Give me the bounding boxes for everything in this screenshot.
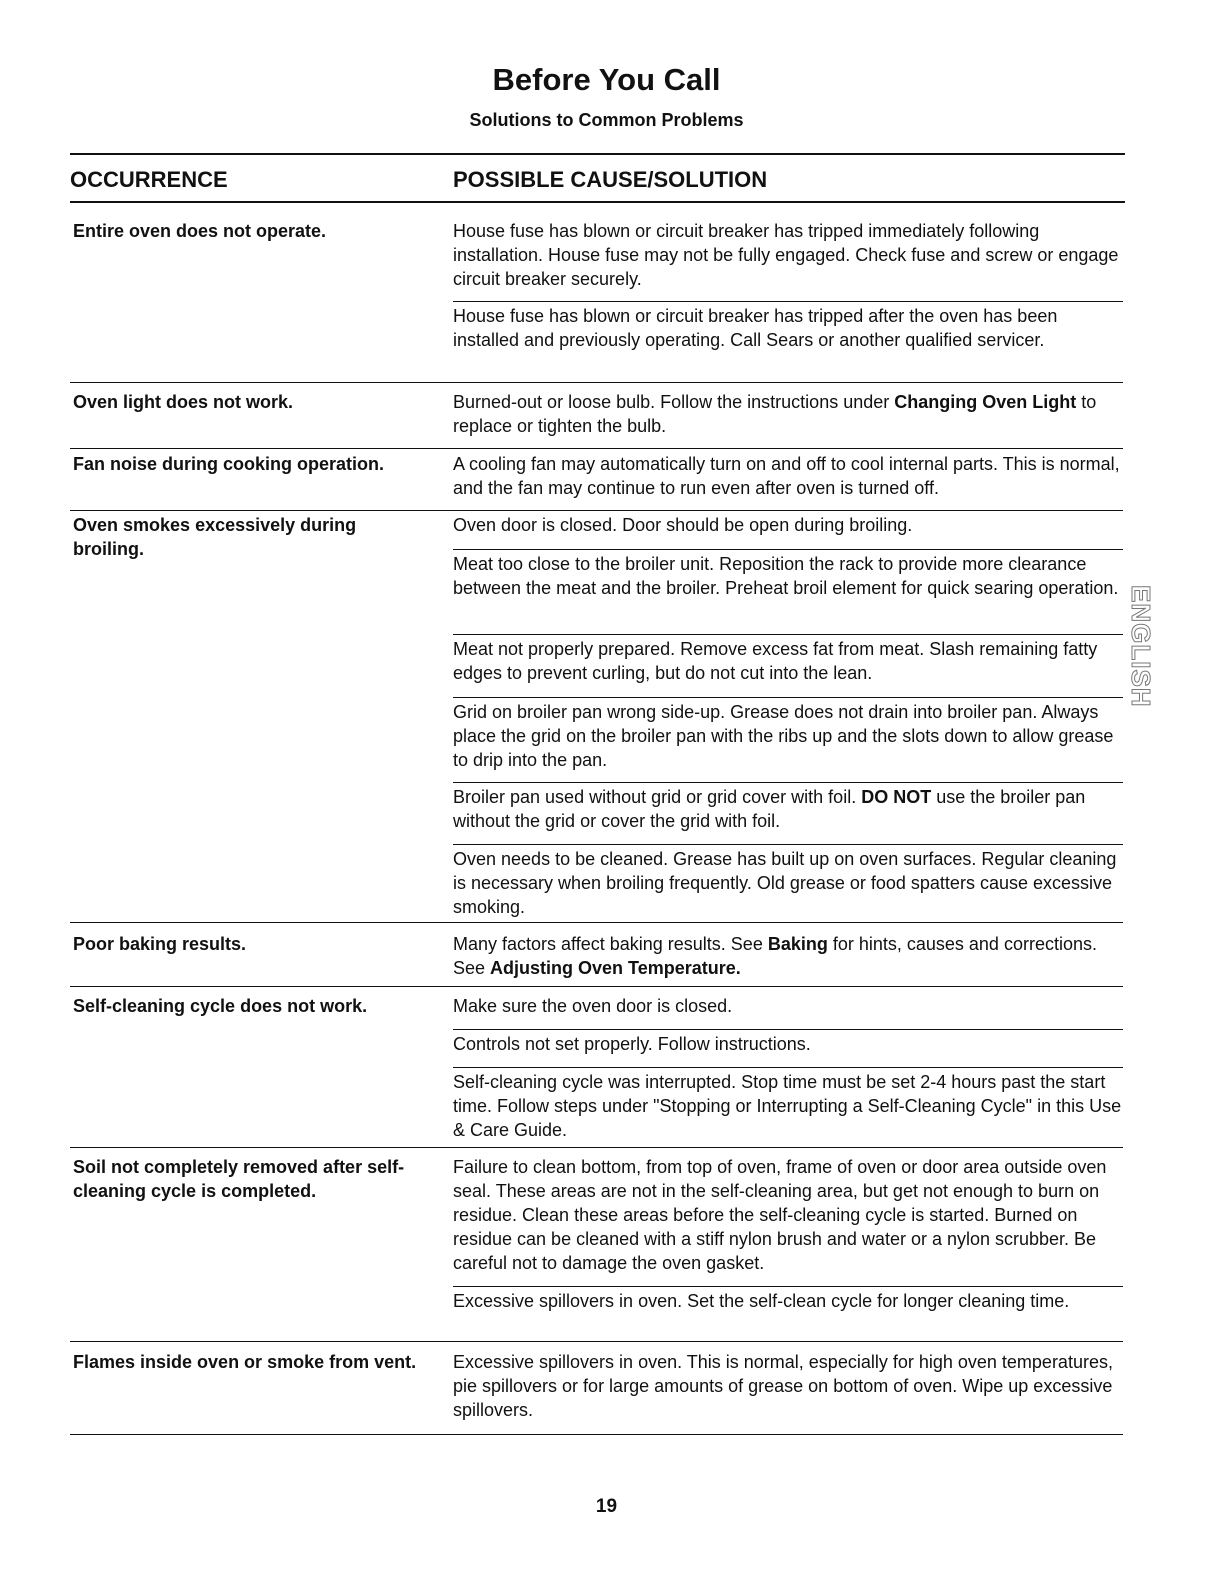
emphasis-text: Changing Oven Light	[894, 392, 1077, 412]
occurrence-label: Fan noise during cooking operation.	[73, 454, 385, 474]
row-divider	[70, 1434, 1123, 1435]
occurrence-label: Oven light does not work.	[73, 392, 294, 412]
row-divider	[70, 1341, 1123, 1342]
solution-text: A cooling fan may automatically turn on and off to cool internal parts. This is normal, and the fan may continue to run even after oven is turned off.	[453, 454, 1120, 498]
solution-text-part: use the broiler pan without the grid or cover the grid with foil.	[453, 787, 1086, 831]
side-language-tab	[1120, 580, 1160, 720]
solution-text: Oven door is closed. Door should be open during broiling.	[453, 515, 913, 535]
occurrence-label: Self-cleaning cycle does not work.	[73, 996, 368, 1016]
solution-divider	[453, 1286, 1123, 1287]
solution-text-part: to replace or tighten the bulb.	[453, 392, 1097, 436]
solution-text: House fuse has blown or circuit breaker has tripped immediately following installation. House fuse may not be fully engaged. Check fuse and screw or engage circuit breaker securely.	[453, 221, 1119, 289]
side-tab-label: ENGLISH	[1126, 585, 1156, 708]
row-divider	[70, 986, 1123, 987]
solution-text-part: Burned-out or loose bulb. Follow the instructions under	[453, 392, 895, 412]
row-divider	[70, 448, 1123, 449]
solution-divider	[453, 782, 1123, 783]
solution-text-part: Broiler pan used without grid or grid cover with foil.	[453, 787, 862, 807]
solution-text: Meat too close to the broiler unit. Reposition the rack to provide more clearance between the meat and the broiler. Preheat broil element for quick searing operation.	[453, 554, 1119, 598]
occurrence-column-header: OCCURRENCE	[70, 167, 228, 192]
solution-text: Meat not properly prepared. Remove excess fat from meat. Slash remaining fatty edges to prevent curling, but do not cut into the lean.	[453, 639, 1098, 683]
solution-text	[453, 785, 1125, 833]
solution-divider	[453, 1029, 1123, 1030]
occurrence-label: Poor baking results.	[73, 934, 247, 954]
solution-text: Oven needs to be cleaned. Grease has built up on oven surfaces. Regular cleaning is necessary when broiling frequently. Old grease or food spatters cause excessive smoking.	[453, 849, 1117, 917]
solution-text: Failure to clean bottom, from top of oven, frame of oven or door area outside oven seal. These areas are not in the self-cleaning area, but get not enough to burn on residue. Clean these areas before the self-cleaning cycle is started. Burned on residue can be cleaned with a stiff nylon brush and water or a nylon scrubber. Be careful not to damage the oven gasket.	[453, 1157, 1107, 1273]
row-divider	[70, 922, 1123, 923]
row-divider	[70, 382, 1123, 383]
row-divider	[70, 510, 1123, 511]
row-divider	[70, 1147, 1123, 1148]
occurrence-label: Flames inside oven or smoke from vent.	[73, 1352, 417, 1372]
emphasis-text: DO NOT	[861, 787, 932, 807]
solution-divider	[453, 634, 1123, 635]
solution-text: Self-cleaning cycle was interrupted. Stop time must be set 2-4 hours past the start time. Follow steps under "Stopping or Interrupting a Self-Cleaning Cycle" in this Use & Care Guide.	[453, 1072, 1122, 1140]
solution-text-part: Many factors affect baking results. See	[453, 934, 768, 954]
solution-text: Make sure the oven door is closed.	[453, 996, 733, 1016]
page-number: 19	[595, 1496, 618, 1517]
solution-divider	[453, 1067, 1123, 1068]
occurrence-label: Entire oven does not operate.	[73, 221, 327, 241]
solution-text: Grid on broiler pan wrong side-up. Grease does not drain into broiler pan. Always place the grid on the broiler pan with the ribs up and the slots down to allow grease to drip into the pan.	[453, 702, 1114, 770]
solution-text	[453, 932, 1125, 980]
solution-divider	[453, 549, 1123, 550]
emphasis-text: Baking	[767, 934, 828, 954]
header-top-rule	[70, 153, 1125, 155]
page-subtitle: Solutions to Common Problems	[469, 110, 744, 130]
solution-text: Excessive spillovers in oven. This is normal, especially for high oven temperatures, pie spillovers or for large amounts of grease on bottom of oven. Wipe up excessive spillovers.	[453, 1352, 1113, 1420]
solution-text	[453, 390, 1125, 438]
header-bottom-rule	[70, 201, 1125, 203]
page-title: Before You Call	[492, 62, 721, 97]
solution-divider	[453, 301, 1123, 302]
solution-column-header: POSSIBLE CAUSE/SOLUTION	[453, 167, 768, 192]
solution-text-part: for hints, causes and corrections. See	[453, 934, 1097, 978]
occurrence-label: Soil not completely removed after self-cleaning cycle is completed.	[73, 1157, 405, 1201]
emphasis-text: Adjusting Oven Temperature.	[490, 958, 741, 978]
solution-divider	[453, 697, 1123, 698]
solution-text: Excessive spillovers in oven. Set the self-clean cycle for longer cleaning time.	[453, 1291, 1070, 1311]
occurrence-label: Oven smokes excessively during broiling.	[73, 515, 357, 559]
solution-divider	[453, 844, 1123, 845]
solution-text: Controls not set properly. Follow instructions.	[453, 1034, 811, 1054]
solution-text: House fuse has blown or circuit breaker has tripped after the oven has been installed and previously operating. Call Sears or another qualified servicer.	[453, 306, 1058, 350]
